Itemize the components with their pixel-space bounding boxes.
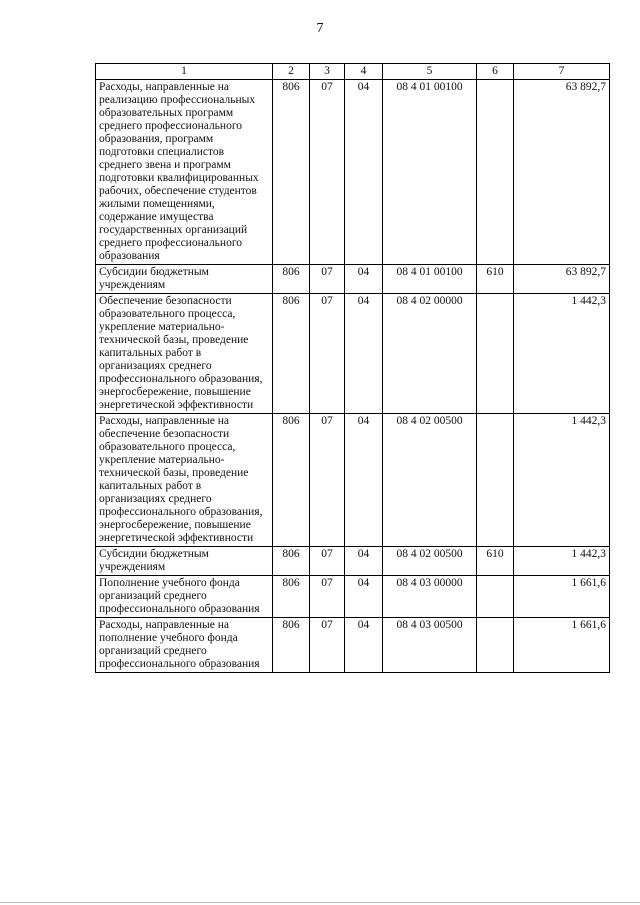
- subsection-code: 04: [345, 294, 383, 414]
- table-row: [96, 576, 610, 618]
- expense-type-code: [477, 618, 514, 673]
- section-code: 07: [310, 265, 345, 294]
- expense-name: Обеспечение безопасности образовательного процесса, укрепление материально-технической базы, проведение капитальных работ в организациях среднего профессионального образования, энергосбережение, повышение энергетической эффективности: [96, 294, 273, 414]
- section-code: 07: [310, 414, 345, 547]
- page-number: 7: [316, 21, 324, 36]
- subsection-code: 04: [345, 618, 383, 673]
- target-code: 08 4 02 00500: [383, 547, 477, 576]
- expense-type-code: [477, 414, 514, 547]
- header-row: [96, 64, 610, 80]
- amount: 1 661,6: [514, 618, 610, 673]
- expense-type-code: 610: [477, 265, 514, 294]
- amount: 63 892,7: [514, 265, 610, 294]
- ministry-code: 806: [273, 265, 310, 294]
- column-header: 3: [310, 64, 345, 80]
- column-header: 4: [345, 64, 383, 80]
- column-header: 6: [477, 64, 514, 80]
- subsection-code: 04: [345, 547, 383, 576]
- table-row: [96, 265, 610, 294]
- expense-type-code: 610: [477, 547, 514, 576]
- subsection-code: 04: [345, 414, 383, 547]
- subsection-code: 04: [345, 576, 383, 618]
- amount: 63 892,7: [514, 80, 610, 265]
- column-header: 5: [383, 64, 477, 80]
- table-row: [96, 80, 610, 265]
- table-row: [96, 414, 610, 547]
- target-code: 08 4 01 00100: [383, 80, 477, 265]
- table-row: [96, 294, 610, 414]
- expense-name: Расходы, направленные на пополнение учебного фонда организаций среднего профессионального образования: [96, 618, 273, 673]
- expense-name: Пополнение учебного фонда организаций среднего профессионального образования: [96, 576, 273, 618]
- ministry-code: 806: [273, 547, 310, 576]
- amount: 1 442,3: [514, 547, 610, 576]
- expense-type-code: [477, 80, 514, 265]
- section-code: 07: [310, 618, 345, 673]
- section-code: 07: [310, 547, 345, 576]
- amount: 1 661,6: [514, 576, 610, 618]
- target-code: 08 4 01 00100: [383, 265, 477, 294]
- expense-name: Расходы, направленные на реализацию профессиональных образовательных программ среднего профессионального образования, программ подготовки специалистов среднего звена и программ подготовки квалифицированных рабочих, обеспечение студентов жилыми помещениями, содержание имущества государственных организаций среднего профессионального образования: [96, 80, 273, 265]
- subsection-code: 04: [345, 265, 383, 294]
- ministry-code: 806: [273, 294, 310, 414]
- expense-type-code: [477, 294, 514, 414]
- subsection-code: 04: [345, 80, 383, 265]
- ministry-code: 806: [273, 80, 310, 265]
- ministry-code: 806: [273, 618, 310, 673]
- expense-type-code: [477, 576, 514, 618]
- expense-name: Субсидии бюджетным учреждениям: [96, 547, 273, 576]
- budget-table: [95, 63, 610, 673]
- table-row: [96, 618, 610, 673]
- section-code: 07: [310, 576, 345, 618]
- amount: 1 442,3: [514, 294, 610, 414]
- target-code: 08 4 03 00000: [383, 576, 477, 618]
- ministry-code: 806: [273, 414, 310, 547]
- section-code: 07: [310, 80, 345, 265]
- amount: 1 442,3: [514, 414, 610, 547]
- column-header: 1: [96, 64, 273, 80]
- section-code: 07: [310, 294, 345, 414]
- target-code: 08 4 02 00000: [383, 294, 477, 414]
- target-code: 08 4 03 00500: [383, 618, 477, 673]
- expense-name: Субсидии бюджетным учреждениям: [96, 265, 273, 294]
- scan-edge-line: [0, 902, 640, 903]
- column-header: 7: [514, 64, 610, 80]
- ministry-code: 806: [273, 576, 310, 618]
- column-header: 2: [273, 64, 310, 80]
- table-row: [96, 547, 610, 576]
- expense-name: Расходы, направленные на обеспечение безопасности образовательного процесса, укрепление материально-технической базы, проведение капитальных работ в организациях среднего профессионального образования, энергосбережение, повышение энергетической эффективности: [96, 414, 273, 547]
- target-code: 08 4 02 00500: [383, 414, 477, 547]
